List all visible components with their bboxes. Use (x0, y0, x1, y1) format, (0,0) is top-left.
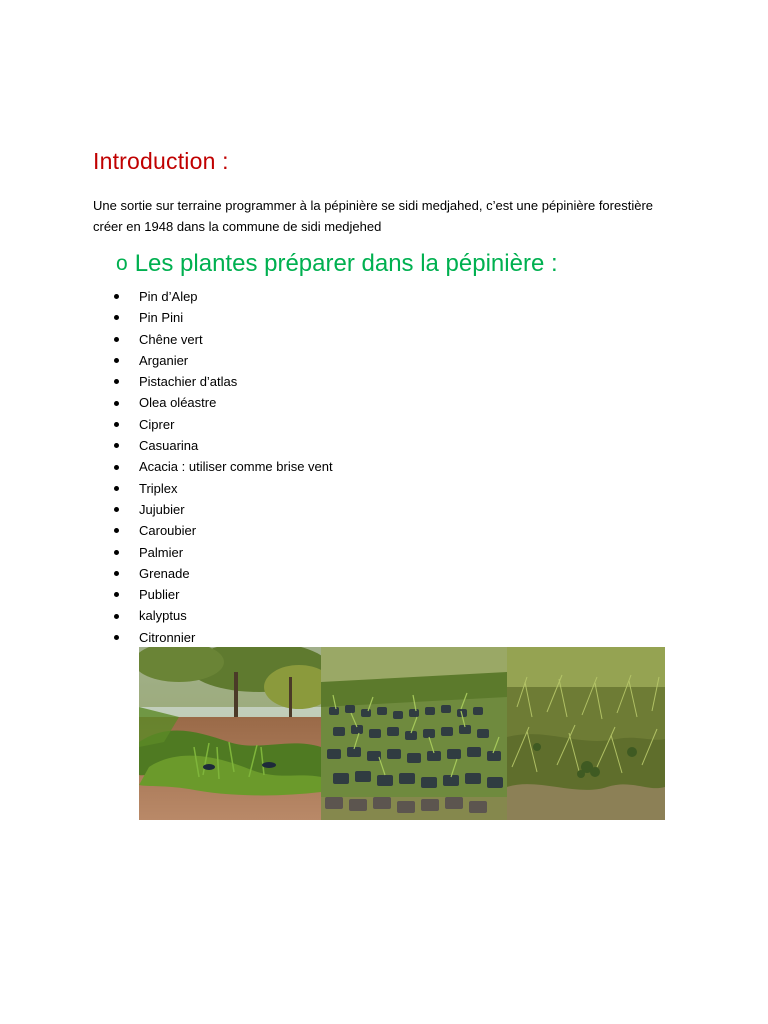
section-heading-text: Les plantes préparer dans la pépinière : (134, 250, 558, 277)
bullet-icon (114, 294, 119, 299)
list-item (114, 605, 333, 626)
plant-name: Jujubier (139, 501, 185, 517)
page-title: Introduction : (93, 148, 229, 174)
bullet-icon (114, 528, 119, 533)
list-item (114, 520, 333, 541)
plant-name: Chêne vert (139, 331, 203, 347)
list-item (114, 414, 333, 435)
plant-name: Acacia : utiliser comme brise vent (139, 459, 333, 475)
intro-paragraph: Une sortie sur terraine programmer à la pépinière se sidi medjahed, c’est une pépinière forestière créer en 1948 dans la commune de sidi medjehed (93, 198, 654, 234)
list-item (114, 499, 333, 520)
bullet-icon (114, 614, 119, 619)
list-item (114, 478, 333, 499)
list-item (114, 350, 333, 371)
plant-name: Olea oléastre (139, 395, 217, 411)
nursery-photo-3 (507, 647, 665, 820)
plant-name: Publier (139, 587, 180, 603)
plant-name: kalyptus (139, 608, 187, 624)
bullet-icon (114, 443, 119, 448)
plant-name: Pin Pini (139, 310, 184, 326)
bullet-icon (114, 315, 119, 320)
plant-name: Grenade (139, 565, 190, 581)
list-item (114, 627, 333, 648)
nursery-photo-2 (321, 647, 507, 820)
list-item (114, 286, 333, 307)
plant-name: Casuarina (139, 438, 199, 454)
list-item (114, 456, 333, 477)
bullet-icon (114, 358, 119, 363)
bullet-icon (114, 401, 119, 406)
list-item (114, 563, 333, 584)
plant-list (114, 286, 333, 648)
bullet-icon (114, 571, 119, 576)
plant-name: Triplex (139, 480, 178, 496)
bullet-icon (114, 422, 119, 427)
nursery-photo-1 (139, 647, 321, 820)
nursery-photo-strip (139, 647, 665, 820)
list-item (114, 542, 333, 563)
plant-name: Pin d’Alep (139, 289, 198, 304)
list-item (114, 435, 333, 456)
list-item (114, 329, 333, 350)
plant-name: Arganier (139, 352, 189, 368)
circle-bullet-icon: o (116, 252, 128, 275)
bullet-icon (114, 486, 119, 491)
plant-name: Palmier (139, 544, 184, 560)
bullet-icon (114, 507, 119, 512)
bullet-icon (114, 379, 119, 384)
bullet-icon (114, 337, 119, 342)
plant-name: Citronnier (139, 629, 196, 645)
bullet-icon (114, 465, 119, 470)
list-item (114, 392, 333, 413)
plant-name: Caroubier (139, 523, 197, 539)
list-item (114, 307, 333, 328)
bullet-icon (114, 592, 119, 597)
list-item (114, 371, 333, 392)
list-item (114, 584, 333, 605)
plant-name: Pistachier d’atlas (139, 374, 238, 390)
bullet-icon (114, 635, 119, 640)
bullet-icon (114, 550, 119, 555)
section-heading (116, 250, 558, 278)
plant-name: Ciprer (139, 416, 175, 432)
